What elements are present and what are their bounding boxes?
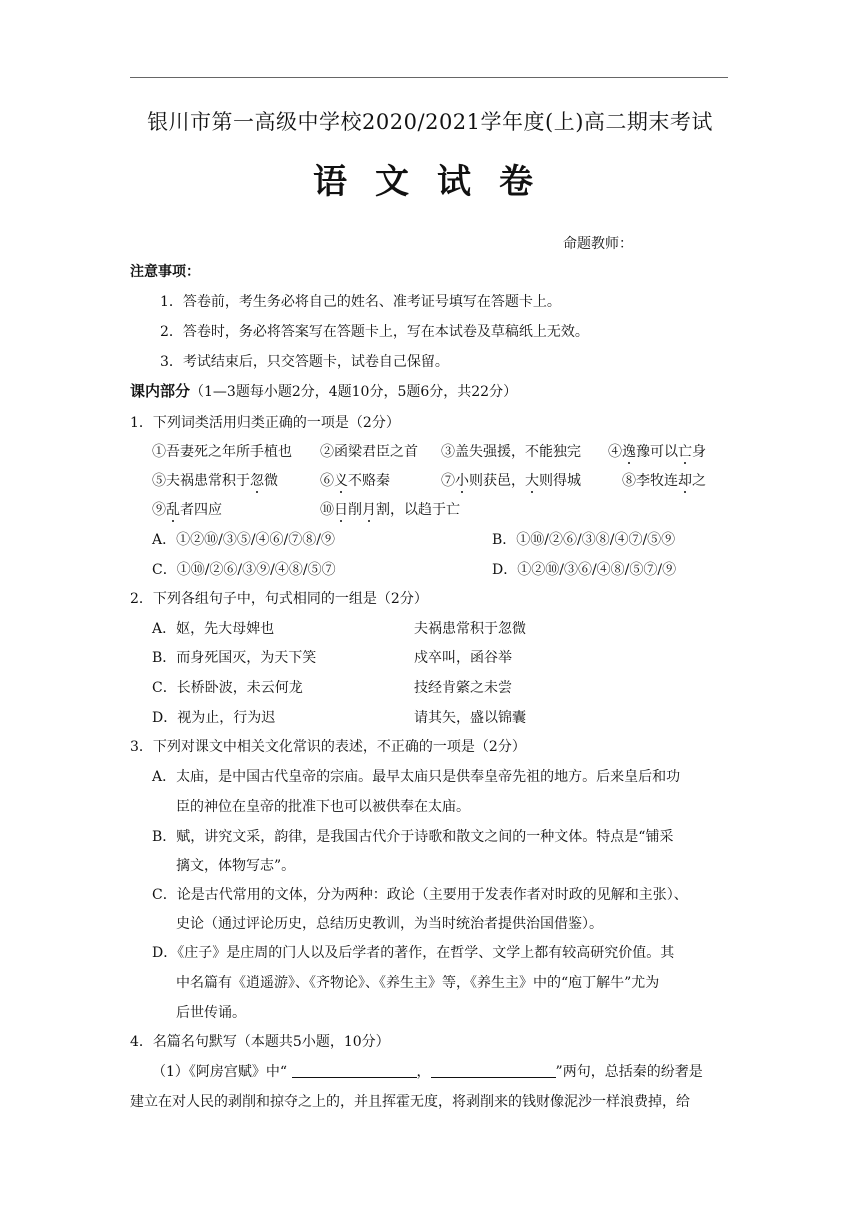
q1-item-10-num: ⑩ [320, 502, 334, 518]
q4-part1-prefix: （1）《阿房宫赋》中“ [152, 1064, 288, 1080]
section-heading [130, 381, 517, 402]
q1-item-8-text: ⑧李牧连 [622, 473, 678, 489]
q1-item-8-dotted: 却 [678, 473, 692, 489]
q1-item-10 [320, 500, 460, 520]
q4-part1-line2: 建立在对人民的剥削和掠夺之上的，并且挥霍无度，将剥削来的钱财像泥沙一样浪费掉，给 [130, 1094, 690, 1110]
q1-item-4-text: 豫可以 [636, 444, 678, 460]
q1-item-9-dotted: 乱 [166, 502, 180, 518]
exam-title: 银川市第一高级中学校2020/2021学年度(上)高二期末考试 [147, 110, 713, 134]
notes-heading: 注意事项： [130, 264, 200, 280]
q1-item-10-dotted-a: 日 [334, 502, 348, 518]
q1-item-4-dotted-a: 逸 [622, 444, 636, 460]
q1-item-10-tail: 割，以趋于亡 [376, 502, 460, 518]
q1-item-4-dotted-b: 亡 [678, 444, 692, 460]
notes-item-1: 1．答卷前，考生务必将自己的姓名、准考证号填写在答题卡上。 [160, 294, 561, 310]
q3-option-d-line3: 后世传诵。 [176, 1005, 246, 1021]
q1-item-6-dotted: 义 [334, 473, 348, 489]
q1-item-9-num: ⑨ [152, 502, 166, 518]
q1-item-2: ②函梁君臣之首 [320, 444, 418, 460]
q1-item-6-num: ⑥ [320, 473, 334, 489]
q1-item-5-text: ⑤夫祸患常积于 [152, 473, 250, 489]
setter-label: 命题教师： [563, 236, 633, 252]
q4-stem: 4．名篇名句默写（本题共5小题，10分） [130, 1034, 390, 1050]
q3-option-c-line1: C．论是古代常用的文体，分为两种：政论（主要用于发表作者对时政的见解和主张）、 [152, 887, 688, 903]
q4-part1-line1 [152, 1062, 703, 1082]
q1-item-7-num: ⑦ [441, 473, 455, 489]
q1-option-d: D．①②⑩/③⑥/④⑧/⑤⑦/⑨ [492, 562, 677, 578]
answer-blank-1[interactable] [292, 1063, 417, 1078]
q3-option-c-line2: 史论（通过评论历史，总结历史教训，为当时统治者提供治国借鉴）。 [176, 916, 603, 932]
q1-item-10-text: 削 [348, 502, 362, 518]
q3-option-a-line2: 臣的神位在皇帝的批准下也可以被供奉在太庙。 [176, 799, 470, 815]
q2-option-c-right: 技经肯綮之未尝 [414, 680, 512, 696]
q4-part1-separator: ， [416, 1064, 431, 1080]
q2-option-b-left: B．而身死国灭，为天下笑 [152, 650, 317, 666]
q1-item-5-dotted: 忽 [250, 473, 264, 489]
q2-option-c-left: C．长桥卧波，未云何龙 [152, 680, 303, 696]
section-title: 课内部分 [130, 382, 191, 400]
q1-item-7 [441, 471, 581, 491]
q1-item-7-dotted-a: 小 [455, 473, 469, 489]
q1-item-5 [152, 471, 278, 491]
paper-title: 语文试卷 [313, 162, 561, 202]
q1-item-8-tail: 之 [692, 473, 706, 489]
q2-option-a-left: A．妪，先大母婢也 [152, 621, 275, 637]
q3-option-b-line2: 摛文，体物写志”。 [176, 858, 296, 874]
q1-item-3: ③盖失强援，不能独完 [441, 444, 581, 460]
q1-item-7-text: 则获邑， [469, 473, 525, 489]
q1-stem: 1．下列词类活用归类正确的一项是（2分） [130, 415, 400, 431]
q3-stem: 3．下列对课文中相关文化常识的表述，不正确的一项是（2分） [130, 739, 526, 755]
q2-option-d-left: D．视为止，行为迟 [152, 710, 276, 726]
q3-option-d-line1: D．《庄子》是庄周的门人以及后学者的著作，在哲学、文学上都有较高研究价值。其 [152, 945, 675, 961]
q1-item-8 [622, 471, 706, 491]
q1-option-a: A．①②⑩/③⑤/④⑥/⑦⑧/⑨ [152, 532, 335, 548]
q1-item-7-dotted-b: 大 [525, 473, 539, 489]
q1-item-9-text: 者四应 [180, 502, 222, 518]
notes-item-2: 2．答卷时，务必将答案写在答题卡上，写在本试卷及草稿纸上无效。 [160, 324, 589, 340]
q1-item-9 [152, 500, 222, 520]
notes-item-3: 3．考试结束后，只交答题卡，试卷自己保留。 [160, 354, 449, 370]
q1-item-4 [608, 442, 706, 462]
q1-option-b: B．①⑩/②⑥/③⑧/④⑦/⑤⑨ [492, 532, 676, 548]
q2-option-b-right: 戍卒叫，函谷举 [414, 650, 512, 666]
q1-item-5-tail: 微 [264, 473, 278, 489]
q2-stem: 2．下列各组句子中，句式相同的一组是（2分） [130, 591, 428, 607]
q1-option-c: C．①⑩/②⑥/③⑨/④⑧/⑤⑦ [152, 562, 336, 578]
header-rule [130, 77, 728, 78]
q1-item-6 [320, 471, 390, 491]
section-info: （1—3题每小题2分，4题10分，5题6分，共22分） [190, 384, 518, 400]
q4-part1-suffix: ”两句，总括秦的纷奢是 [555, 1064, 703, 1080]
q1-item-4-num: ④ [608, 444, 622, 460]
q1-item-7-tail: 则得城 [539, 473, 581, 489]
q3-option-a-line1: A．太庙，是中国古代皇帝的宗庙。最早太庙只是供奉皇帝先祖的地方。后来皇后和功 [152, 769, 681, 785]
q1-item-10-dotted-b: 月 [362, 502, 376, 518]
q3-option-b-line1: B．赋，讲究文采，韵律，是我国古代介于诗歌和散文之间的一种文体。特点是“铺采 [152, 829, 674, 845]
q1-item-4-tail: 身 [692, 444, 706, 460]
q3-option-d-line2: 中名篇有《逍遥游》、《齐物论》、《养生主》等，《养生主》中的“庖丁解牛”尤为 [176, 975, 660, 991]
q1-item-6-text: 不赂秦 [348, 473, 390, 489]
q1-item-1: ①吾妻死之年所手植也 [152, 444, 292, 460]
q2-option-a-right: 夫祸患常积于忽微 [414, 621, 526, 637]
q2-option-d-right: 请其矢，盛以锦囊 [414, 710, 526, 726]
answer-blank-2[interactable] [431, 1063, 556, 1078]
